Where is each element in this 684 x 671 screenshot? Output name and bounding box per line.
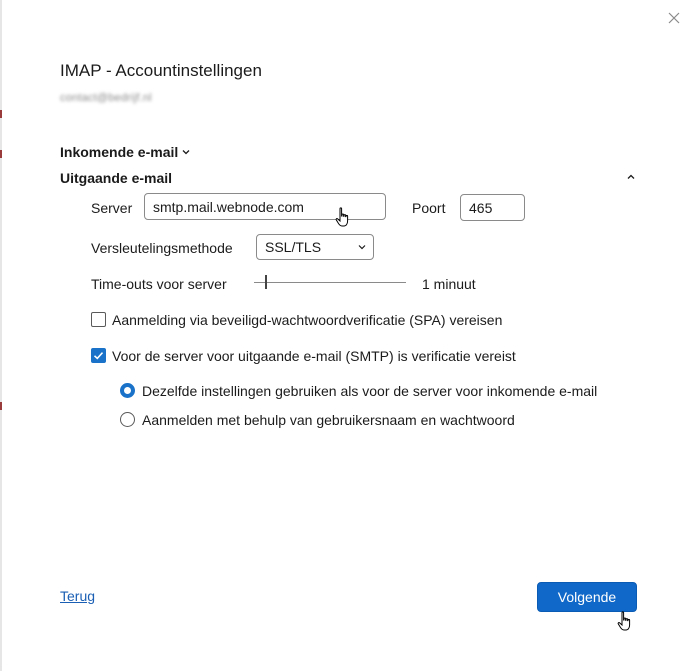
chevron-down-icon <box>357 242 367 252</box>
same-settings-radio[interactable] <box>120 383 135 398</box>
smtp-auth-checkbox[interactable] <box>91 348 106 363</box>
next-button-label: Volgende <box>557 589 617 605</box>
outgoing-mail-section-header <box>60 170 172 186</box>
timeout-slider[interactable] <box>254 272 406 294</box>
close-icon <box>668 12 680 24</box>
hand-pointer-icon <box>335 207 351 229</box>
account-email: contact@bedrijf.nl <box>60 92 152 104</box>
incoming-mail-section-toggle[interactable] <box>60 144 191 160</box>
checkmark-icon <box>93 350 104 361</box>
slider-thumb[interactable] <box>265 275 267 289</box>
next-button[interactable] <box>537 582 637 612</box>
server-label: Server <box>91 200 133 216</box>
port-label: Poort <box>412 200 446 216</box>
close-button[interactable] <box>662 6 684 30</box>
encryption-selected-value: SSL/TLS <box>265 239 322 255</box>
dialog-title: IMAP - Accountinstellingen <box>60 61 262 80</box>
incoming-mail-label: Inkomende e-mail <box>60 144 179 160</box>
timeout-label: Time-outs voor server <box>91 276 227 292</box>
hand-pointer-icon <box>617 611 633 633</box>
spa-checkbox[interactable] <box>91 312 106 327</box>
chevron-up-icon[interactable] <box>624 170 638 184</box>
chevron-down-icon <box>181 147 191 157</box>
credentials-label: Aanmelden met behulp van gebruikersnaam en wachtwoord <box>142 412 515 428</box>
smtp-auth-label: Voor de server voor uitgaande e-mail (SMTP) is verificatie vereist <box>112 348 516 364</box>
encryption-select[interactable] <box>256 234 374 260</box>
credentials-radio[interactable] <box>120 412 135 427</box>
slider-track <box>254 282 406 283</box>
encryption-label: Versleutelingsmethode <box>91 240 233 256</box>
back-link[interactable]: Terug <box>60 588 96 604</box>
outgoing-mail-label: Uitgaande e-mail <box>60 170 173 186</box>
spa-label: Aanmelding via beveiligd-wachtwoordverificatie (SPA) vereisen <box>112 312 503 328</box>
timeout-value: 1 minuut <box>422 276 476 292</box>
port-input[interactable] <box>460 194 525 221</box>
window-edge <box>0 0 2 671</box>
same-settings-label: Dezelfde instellingen gebruiken als voor de server voor inkomende e-mail <box>142 383 598 399</box>
